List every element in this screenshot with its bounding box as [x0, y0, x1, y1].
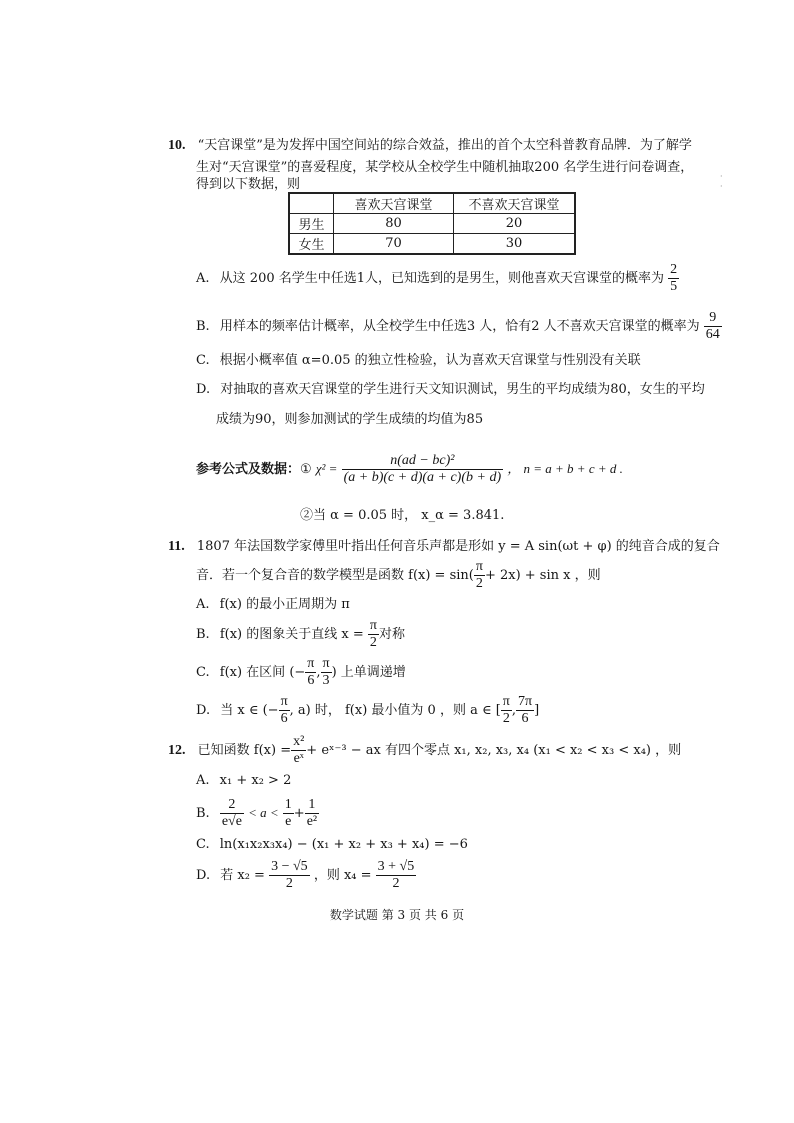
chi-square-fraction: $\frac{\text{n(ad − bc)²}}{(a + b)(c + d)(a + c)(b + d)}$: [343, 453, 502, 485]
q10-option-c: [196, 352, 641, 370]
q11-option-b: B. f(x) 的图象关于直线 x = $\frac{\pi}{2}$ 对称: [196, 618, 405, 650]
option-label: C.: [196, 665, 210, 680]
table-cell: 30: [454, 234, 576, 255]
fraction: $\frac{1}{e}$: [284, 797, 292, 829]
option-text: 从这 200 名学生中任选1人，已知选到的是男生，则他喜欢天宫课堂的概率为: [219, 271, 665, 286]
fraction: $\frac{\text{x²}}{\text{eˣ}}$: [293, 734, 305, 766]
fraction: $\frac{3 - √5}{2}$: [271, 859, 308, 891]
q11-number: 11.: [168, 539, 185, 554]
q11-option-d: D. 当 x ∈ (− $\frac{\pi}{6}$ , a) 时， f(x) 最小值为 0 ，则 a ∈ [ $\frac{\pi}{2}$ , $\frac{7\pi}{6}$ ]: [196, 694, 540, 726]
fraction: $\frac{2}{e√e}$: [221, 797, 242, 829]
q10-option-d-line2: 成绩为90，则参加测试的学生成绩的均值为85: [216, 412, 484, 427]
q11-line2: 音．若一个复合音的数学模型是函数 f(x) = sin( $\frac{\pi}{2}$ + 2x) + sin x ，则: [196, 559, 601, 591]
scan-mark: ·: [720, 172, 723, 181]
fraction: $\frac{9}{64}$: [705, 310, 720, 342]
fraction: $\frac{\pi}{2}$: [369, 618, 377, 650]
option-text: f(x) 的最小正周期为 π: [219, 597, 350, 612]
option-label: A.: [196, 773, 210, 788]
q11-stem-line1: 1807 年法国数学家傅里叶指出任何音乐声都是形如 y = A sin(ωt + φ) 的纯音合成的复合: [196, 539, 720, 554]
q10-option-b: [196, 310, 722, 344]
option-text: ln(x₁x₂x₃x₄) − (x₁ + x₂ + x₃ + x₄) = −6: [219, 837, 468, 852]
fraction: $\frac{\pi}{3}$: [322, 656, 330, 688]
fraction: $\frac{\pi}{2}$: [502, 694, 510, 726]
q10-option-a: [196, 262, 679, 296]
table-cell: 80: [334, 214, 454, 234]
fraction: $\frac{3 + √5}{2}$: [377, 859, 415, 891]
table-cell: 男生: [289, 214, 334, 234]
option-label: D.: [196, 868, 211, 883]
q10-stem-line1: “天宫课堂”是为发挥中国空间站的综合效益，推出的首个太空科普教育品牌．为了解学: [197, 138, 692, 153]
fraction: $\frac{7\pi}{6}$: [518, 694, 533, 726]
fraction: $\frac{\pi}{6}$: [280, 694, 288, 726]
table-cell: 70: [334, 234, 454, 255]
option-label: A.: [196, 597, 210, 612]
q12-option-d: D. 若 x₂ = $\frac{3 - √5}{2}$ ，则 x₄ = $\frac{3 + √5}{2}$: [196, 859, 415, 891]
q12-number: 12.: [168, 743, 186, 758]
table-header-cell: 喜欢天宫课堂: [334, 193, 454, 214]
q10-option-d-line1: [196, 381, 705, 399]
q10-stem-line2: 生对“天宫课堂”的喜爱程度，某学校从全校学生中随机抽取200 名学生进行问卷调查，: [196, 160, 694, 175]
option-text: x₁ + x₂ > 2: [219, 773, 292, 788]
q12-option-b: B. $\frac{2}{e√e}$ < a < $\frac{1}{e}$ + $\frac{1}{\text{e²}}$: [196, 797, 318, 829]
q10-stem-line3: 得到以下数据，则: [196, 177, 301, 192]
option-text: 根据小概率值 α=0.05 的独立性检验，认为喜欢天宫课堂与性别没有关联: [219, 353, 641, 368]
q12-option-a: [196, 772, 291, 790]
q12-stem: 12. 已知函数 f(x) = $\frac{\text{x²}}{\text{eˣ}}$ + eˣ⁻³ − ax 有四个零点 x₁, x₂, x₃, x₄ (x₁ < x₂ < x₃ < x₄) ，则: [168, 734, 682, 766]
option-label: C.: [196, 353, 210, 368]
option-label: D.: [196, 382, 211, 397]
option-label: B.: [196, 319, 210, 334]
table-cell: 女生: [289, 234, 334, 255]
table-header-cell: 不喜欢天宫课堂: [454, 193, 576, 214]
q11-option-a: [196, 596, 350, 614]
formula-label: 参考公式及数据：: [196, 462, 301, 477]
q11-line1: [168, 538, 720, 556]
scan-mark: ·: [720, 182, 723, 191]
page-footer: 数学试题 第 3 页 共 6 页: [329, 908, 465, 922]
option-label: B.: [196, 627, 210, 642]
option-label: B.: [196, 806, 210, 821]
q10-reference-data: ②当 α = 0.05 时， x_α = 3.841.: [300, 508, 505, 523]
q10-reference-formula: 参考公式及数据：① χ² = $\frac{\text{n(ad − bc)²}}{(a + b)(c + d)(a + c)(b + d)}$ ， n = a + b + c + d .: [196, 453, 623, 485]
table-row: [289, 234, 575, 255]
option-text: 用样本的频率估计概率，从全校学生中任选3 人，恰有2 人不喜欢天宫课堂的概率为: [219, 319, 700, 334]
fraction: $\frac{\pi}{6}$: [307, 656, 315, 688]
q10-data-table: [288, 192, 576, 255]
option-label: D.: [196, 703, 211, 718]
fraction: $\frac{1}{\text{e²}}$: [306, 797, 318, 829]
option-label: C.: [196, 837, 210, 852]
formula-tail: ， n = a + b + c + d .: [507, 461, 623, 476]
table-header-cell: [289, 193, 334, 214]
option-text: 对抽取的喜欢天宫课堂的学生进行天文知识测试，男生的平均成绩为80，女生的平均: [220, 382, 705, 397]
table-header-row: [289, 193, 575, 214]
fraction: $\frac{\pi}{2}$: [475, 559, 483, 591]
option-label: A.: [196, 271, 210, 286]
q10-number: 10.: [168, 138, 186, 153]
table-cell: 20: [454, 214, 576, 234]
q11-option-c: C. f(x) 在区间 (− $\frac{\pi}{6}$ , $\frac{\pi}{3}$ ) 上单调递增: [196, 656, 406, 688]
fraction: $\frac{2}{5}$: [670, 262, 678, 294]
table-row: [289, 214, 575, 234]
q10-line1: [168, 137, 692, 155]
chi-square-symbol: χ² =: [315, 461, 338, 476]
q12-option-c: [196, 836, 468, 854]
